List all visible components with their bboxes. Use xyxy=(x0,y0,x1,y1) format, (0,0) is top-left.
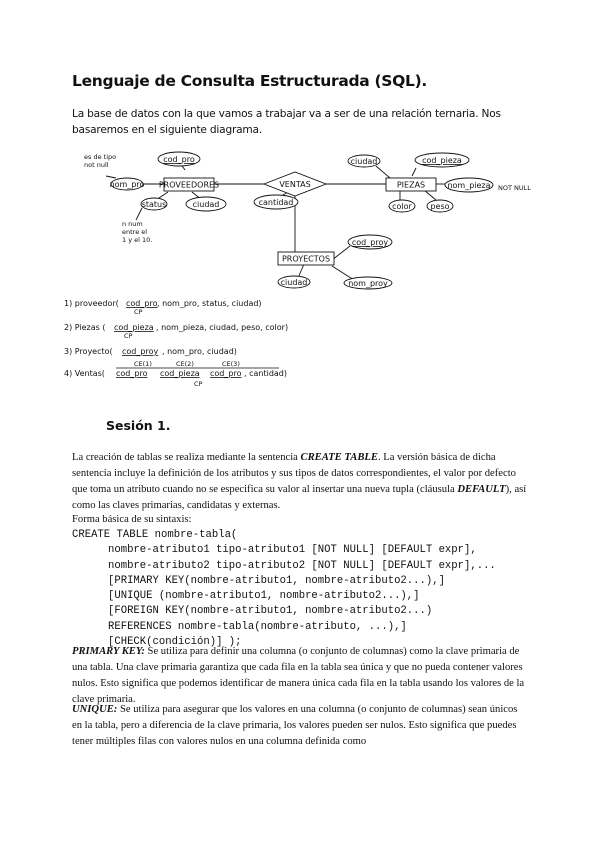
label-status: status xyxy=(141,200,167,209)
label-nom-proy: nom_proy xyxy=(348,279,388,288)
label-ventas: VENTAS xyxy=(279,180,311,189)
label-cod-proy: cod_proy xyxy=(351,238,389,247)
label-peso: peso xyxy=(430,202,450,211)
schema-1-cp: CP xyxy=(134,308,143,316)
schema-1-key: cod_pro xyxy=(126,299,158,308)
create-text-1: La creación de tablas se realiza mediante la sentencia xyxy=(72,452,301,463)
code-line: nombre-atributo1 tipo-atributo1 [NOT NULL] [DEFAULT expr], xyxy=(108,544,477,557)
schema-2-cp: CP xyxy=(124,332,133,340)
schema-3-key: cod_proy xyxy=(122,347,159,356)
schema-4-prefix: 4) Ventas( xyxy=(64,369,105,378)
line-codpieza xyxy=(412,168,416,176)
label-nom-pro: nom_pro xyxy=(109,180,145,189)
create-table-paragraph xyxy=(72,450,528,514)
page-title: Lenguaje de Consulta Estructurada (SQL). xyxy=(72,72,427,90)
schema-3-prefix: 3) Proyecto( xyxy=(64,347,113,356)
label-cantidad: cantidad xyxy=(258,198,294,207)
session-title: Sesión 1. xyxy=(106,418,171,433)
label-proyectos: PROYECTOS xyxy=(281,254,331,264)
schema-4-ce2: CE(2) xyxy=(176,360,194,368)
label-piezas: PIEZAS xyxy=(396,180,426,190)
schema-4-rest: , cantidad) xyxy=(244,369,287,378)
schema-4-key-2: cod_pieza xyxy=(160,369,200,378)
schema-4-ce3: CE(3) xyxy=(222,360,240,368)
primary-key-text: Se utiliza para definir una columna (o conjunto de columnas) como la clave primaria de una tabla. Una clave primaria garantiza que cada fila en la tabla sea única y que no pueda contener valores nulos. Esto significa que podemos identificar de manera única cada fila en la tabla usando los valores de la clave primaria. xyxy=(72,646,525,705)
er-diagram xyxy=(64,148,544,298)
label-ciudad-proy: ciudad xyxy=(280,278,308,287)
label-proveedores: PROVEEDORES xyxy=(158,180,220,190)
schema-4-key-3: cod_pro xyxy=(210,369,242,378)
note-status-3: 1 y el 10. xyxy=(122,236,153,244)
schema-1-rest: , nom_pro, status, ciudad) xyxy=(157,299,262,308)
code-line: CREATE TABLE nombre-tabla( xyxy=(72,529,238,541)
note-status-2: entre el xyxy=(122,228,148,236)
schema-4-cp: CP xyxy=(194,380,203,388)
label-nom-pieza: nom_pieza xyxy=(447,181,491,190)
code-line: REFERENCES nombre-tabla(nombre-atributo, ...),] xyxy=(108,620,407,633)
code-line: nombre-atributo2 tipo-atributo2 [NOT NULL] [DEFAULT expr],... xyxy=(108,559,496,572)
line-codproy xyxy=(332,246,350,260)
code-line: [CHECK(condición)] ); xyxy=(108,636,242,649)
line-note-status xyxy=(136,208,142,220)
intro-paragraph: La base de datos con la que vamos a trabajar va a ser de una relación ternaria. Nos basaremos en el siguiente diagrama. xyxy=(72,108,501,136)
code-line: [UNIQUE (nombre-atributo1, nombre-atributo2...),] xyxy=(108,590,420,603)
create-text-3: ), así como las claves primarias, candidatas y externas. xyxy=(72,484,527,511)
unique-text: Se utiliza para asegurar que los valores en una columna (o conjunto de columnas) sean únicos en la tabla, pero a diferencia de la clave primaria, los valores pueden ser nulos. Esto significa que puedes tener múltiples filas con valores nulos en una columna definida como xyxy=(72,704,518,747)
note-nompieza: NOT NULL xyxy=(498,184,531,192)
unique-keyword: UNIQUE: xyxy=(72,704,118,715)
create-table-keyword: CREATE TABLE xyxy=(300,452,378,463)
code-line: [PRIMARY KEY(nombre-atributo1, nombre-atributo2...),] xyxy=(108,574,445,587)
line-note-nompro xyxy=(106,176,116,178)
schema-4-ce1: CE(1) xyxy=(134,360,152,368)
note-status-1: n num xyxy=(122,220,143,228)
schema-2-key: cod_pieza xyxy=(114,323,154,332)
label-ciudad-pieza: ciudad xyxy=(350,157,378,166)
label-cod-pieza: cod_pieza xyxy=(422,156,462,165)
primary-key-paragraph xyxy=(72,644,528,708)
schema-3-rest: , nom_pro, ciudad) xyxy=(162,347,237,356)
primary-key-keyword: PRIMARY KEY: xyxy=(72,646,145,657)
schema-list xyxy=(64,296,364,396)
line-peso xyxy=(424,190,436,200)
label-color: color xyxy=(392,202,412,211)
schema-1-prefix: 1) proveedor( xyxy=(64,299,119,308)
line-nomproy xyxy=(332,266,354,280)
note-nompro-2: not null xyxy=(84,161,109,169)
unique-paragraph xyxy=(72,702,528,750)
create-text-2: . La versión básica de dicha sentencia incluye la definición de los atributos y sus tipos de datos correspondientes, el valor por defecto que toma un atributo cuando no se especifica su valor al insertar una nueva tupla (cláusula xyxy=(72,452,516,495)
code-line: [FOREIGN KEY(nombre-atributo1, nombre-atributo2...) xyxy=(108,605,433,618)
label-cod-pro: cod_pro xyxy=(163,155,195,164)
schema-2-prefix: 2) Piezas ( xyxy=(64,323,106,332)
note-nompro-1: es de tipo xyxy=(84,153,117,161)
schema-4-key-1: cod_pro xyxy=(116,369,148,378)
label-ciudad-prov: ciudad xyxy=(192,200,220,209)
syntax-code-block xyxy=(72,528,496,650)
syntax-label: Forma básica de su sintaxis: xyxy=(72,514,192,525)
default-keyword: DEFAULT xyxy=(457,484,506,495)
line-ciudad-pieza xyxy=(376,166,390,178)
schema-2-rest: , nom_pieza, ciudad, peso, color) xyxy=(156,323,289,332)
